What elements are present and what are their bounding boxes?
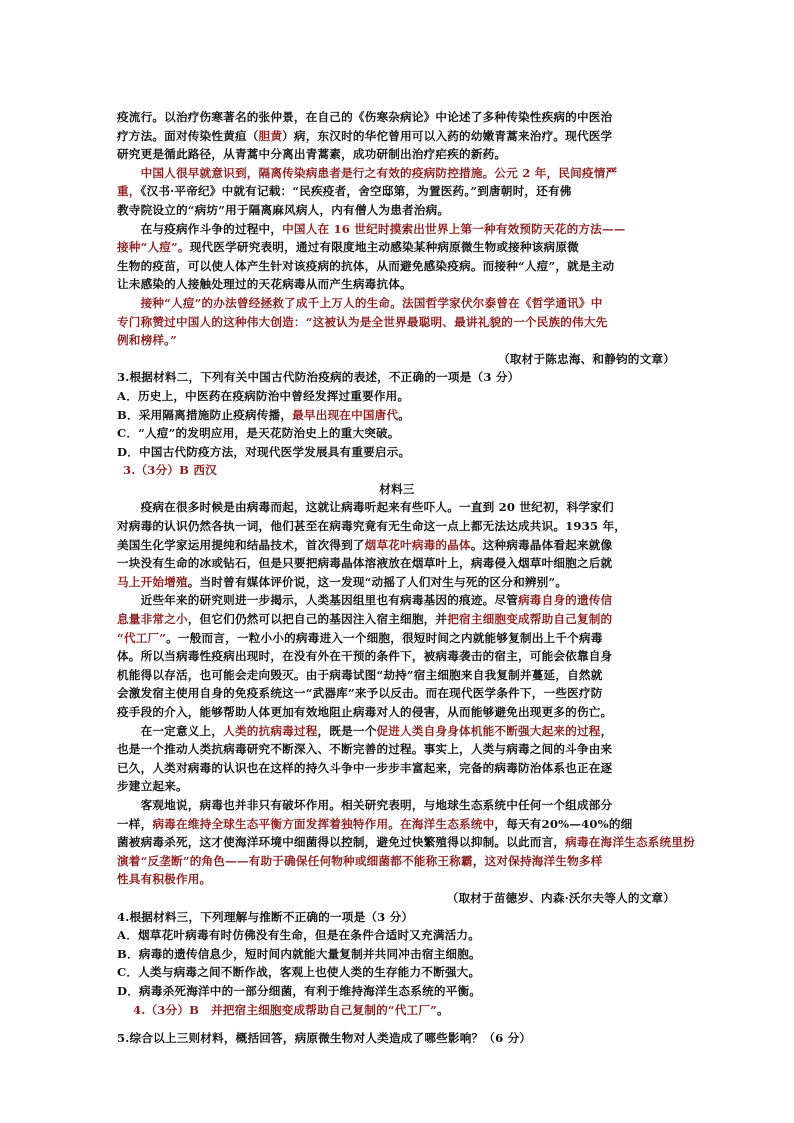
material3-text-segment: 美国生化学家运用提纯和结晶技术，首次得到了 bbox=[117, 537, 365, 552]
material3-line bbox=[117, 703, 677, 722]
question-3 bbox=[117, 368, 677, 480]
answer-4-highlight: 把宿主细胞变成帮助自己复制的“代工厂” bbox=[222, 1002, 437, 1017]
material3-text-segment: 性具有积极作用。 bbox=[117, 872, 212, 887]
material3-text-segment: 。当时曾有媒体评价说，这一发现“动摇了人们对生与死的区分和辨别”。 bbox=[187, 574, 568, 589]
material2-text-segment: 接种“人痘”。 bbox=[117, 240, 190, 255]
question-4-option-a: A．烟草花叶病毒有时仿佛没有生命，但是在条件合适时又充满活力。 bbox=[117, 928, 481, 943]
material3-line bbox=[117, 554, 677, 573]
material3-text-segment: 人类的抗病毒过程 bbox=[223, 723, 318, 738]
material3-line bbox=[117, 573, 677, 592]
material2-text-segment: 疫流行。以治疗伤寒著名的张仲景，在自己的《伤寒杂病论》中论述了多种传染性疾病的中医治 bbox=[117, 110, 613, 124]
material-three-source: （取材于苗德岁、内森·沃尔夫等人的文章） bbox=[446, 890, 675, 905]
material2-line bbox=[117, 238, 677, 257]
material2-text-segment: 在与疫病作斗争的过程中， bbox=[117, 221, 283, 236]
question-3-option-a: A．历史上，中医药在疫病防治中曾经发挥过重要作用。 bbox=[117, 388, 410, 403]
material3-text-segment: ， bbox=[472, 853, 485, 868]
material2-line bbox=[117, 220, 677, 239]
question-4-answer bbox=[117, 1001, 677, 1020]
material2-text-segment: 教寺院设立的“病坊”用于隔离麻风病人，内有僧人为患者治病。 bbox=[117, 202, 450, 217]
material2-text-segment: 《汉书·平帝纪》中就有记载：“民疾疫者，舍空邸第，为置医药。”到唐朝时，还有佛 bbox=[140, 184, 572, 199]
question-3-answer: 3.（3分）B 西汉 bbox=[123, 463, 217, 478]
material3-text-segment: ，每天有20%—40%的细 bbox=[494, 816, 633, 831]
material2-line bbox=[117, 313, 677, 332]
material3-text-segment: 这对保持海洋生物多样 bbox=[484, 853, 603, 868]
material2-line bbox=[117, 127, 677, 146]
material2-text-segment: 现代医学研究表明，通过有限度地主动感染某种病原微生物或接种该病原微 bbox=[189, 240, 579, 255]
option-b-part1: B．采用隔离措施防止疫病传播， bbox=[117, 407, 293, 422]
material2-line bbox=[117, 275, 677, 294]
material3-text-segment: 一样， bbox=[117, 816, 153, 831]
question-5: 5.综合以上三则材料，概括回答，病原微生物对人类造成了哪些影响？（6 分） bbox=[117, 1031, 532, 1046]
material-three-body bbox=[117, 498, 695, 888]
material3-text-segment: 马上开始增殖 bbox=[117, 574, 188, 589]
material3-line bbox=[117, 852, 677, 871]
material3-line bbox=[117, 591, 677, 610]
material2-text-segment: 专门称赞过中国人的这种伟大创造：“这被认为是全世界最聪明、最讲礼貌的一个民族的伟大先 bbox=[117, 314, 608, 329]
material3-line bbox=[117, 833, 695, 852]
material3-text-segment: ， bbox=[600, 723, 613, 738]
material3-line bbox=[117, 666, 677, 685]
material3-line bbox=[117, 740, 677, 759]
material3-line bbox=[117, 777, 677, 796]
material3-line bbox=[117, 629, 677, 648]
material3-text-segment: 对病毒的认识仍然各执一词，他们甚至在病毒究竟有无生命这一点上都无法达成共识。1935 年， bbox=[117, 519, 627, 534]
material2-line bbox=[117, 331, 677, 350]
material3-text-segment: 促进人类自身身体机能不断强大起来的过程 bbox=[376, 723, 601, 738]
material3-text-segment: ，既是一个 bbox=[317, 723, 377, 738]
material3-line bbox=[117, 684, 677, 703]
material2-text-segment: 疗方法。面对传染性黄疸（ bbox=[117, 128, 259, 143]
material3-text-segment: 会激发宿主使用自身的免疫系统这一“武器库”来予以反击。而在现代医学条件下，一些医疗防 bbox=[117, 686, 603, 701]
answer-4-suffix: 。 bbox=[436, 1002, 449, 1017]
material3-text-segment: 步建立起来。 bbox=[117, 779, 188, 794]
question-3-option-b bbox=[117, 406, 677, 425]
material3-text-segment: 近些年来的研究则进一步揭示，人类基因组里也有病毒基因的痕迹。尽管 bbox=[117, 593, 518, 608]
material3-text-segment: 客观地说，病毒也并非只有破坏作用。相关研究表明，与地球生态系统中任何一个组成部分 bbox=[117, 797, 613, 812]
material3-text-segment: ，但它们仍然可以把自己的基因注入宿主细胞，并 bbox=[187, 612, 448, 627]
material3-line bbox=[117, 517, 677, 536]
option-b-part2: 。 bbox=[398, 407, 411, 422]
material-two-source: （取材于陈忠海、和静钧的文章） bbox=[498, 351, 675, 366]
material2-text-segment: 让未感染的人接触处理过的天花病毒从而产生病毒抗体。 bbox=[117, 277, 412, 292]
material3-line bbox=[117, 796, 677, 815]
material3-line bbox=[117, 870, 677, 889]
material2-text-segment: 例和榜样。” bbox=[117, 333, 178, 348]
material3-text-segment: “代工厂” bbox=[117, 630, 167, 645]
material2-line bbox=[117, 257, 677, 276]
material2-line bbox=[117, 108, 677, 127]
material2-text-segment: ）病，东汉时的华佗曾用可以入药的幼嫩青蒿来治疗。现代医学 bbox=[282, 128, 613, 143]
material-two-body bbox=[117, 108, 677, 350]
material3-text-segment: 演着“反垄断”的角色——有助于确保任何物种或细菌都不能称王称霸 bbox=[117, 853, 473, 868]
material2-text-segment: 重， bbox=[117, 184, 141, 199]
material3-text-segment: 息量非常之小 bbox=[117, 612, 188, 627]
material2-text-segment: 中国人在 16 世纪时摸索出世界上第一种有效预防天花的方法—— bbox=[282, 221, 626, 236]
question-3-option-c: C．“人痘”的发明应用，是天花防治史上的重大突破。 bbox=[117, 426, 400, 441]
material3-text-segment: 机能得以存活，也可能会走向毁灭。由于病毒试图“劫持”宿主细胞来自我复制并蔓延，自然就 bbox=[117, 667, 603, 682]
material-three-heading: 材料三 bbox=[379, 481, 415, 496]
question-4-option-d: D．病毒杀死海洋中的一部分细菌，有利于维持海洋生态系统的平衡。 bbox=[117, 983, 482, 998]
material3-text-segment: 把宿主细胞变成帮助自己复制的 bbox=[447, 612, 613, 627]
material3-line bbox=[117, 610, 677, 629]
material2-line bbox=[117, 182, 677, 201]
material3-text-segment: 。一般而言，一粒小小的病毒进入一个细胞，很短时间之内就能够复制出上千个病毒 bbox=[166, 630, 603, 645]
material3-text-segment: 烟草花叶病毒的晶体 bbox=[364, 537, 471, 552]
material3-line bbox=[117, 759, 677, 778]
material2-text-segment: 中国人很早就意识到，隔离传染病患者是行之有效的疫病防控措施。公元 2 年，民间疫情严 bbox=[117, 165, 618, 180]
question-4-stem: 4.根据材料三，下列理解与推断不正确的一项是（3 分） bbox=[117, 909, 414, 924]
material3-line bbox=[117, 498, 677, 517]
question-3-option-d: D．中国古代防疫方法，对现代医学发展具有重要启示。 bbox=[117, 444, 411, 459]
material2-line bbox=[117, 294, 677, 313]
material2-line bbox=[117, 201, 677, 220]
material3-line bbox=[117, 815, 677, 834]
document-page bbox=[117, 108, 695, 1048]
question-4-option-b: B．病毒的遗传信息少，短时间内就能大量复制并共同冲击宿主细胞。 bbox=[117, 946, 481, 961]
material3-text-segment: 病毒在维持全球生态平衡方面发挥着独特作用。在海洋生态系统中 bbox=[152, 816, 495, 831]
material2-line bbox=[117, 145, 677, 164]
option-b-highlight: 最早出现在中国唐代 bbox=[292, 407, 399, 422]
question-4 bbox=[117, 908, 677, 1020]
material2-text-segment: 胆黄 bbox=[258, 128, 283, 143]
material2-line bbox=[117, 164, 677, 183]
material3-text-segment: 菌被病毒杀死，这才使海洋环境中细菌得以控制，避免过快繁殖得以抑制。以此而言， bbox=[117, 835, 566, 850]
material3-text-segment: 已久，人类对病毒的认识也在这样的持久斗争中一步步丰富起来，完备的病毒防治体系也正在逐 bbox=[117, 760, 613, 775]
question-3-stem: 3.根据材料二，下列有关中国古代防治疫病的表述，不正确的一项是（3 分） bbox=[117, 370, 520, 385]
material3-text-segment: 疫病在很多时候是由病毒而起，这就让病毒听起来有些吓人。一直到 20 世纪初，科学家们 bbox=[117, 500, 614, 515]
answer-4-prefix: 4.（3分）B 并 bbox=[133, 1002, 223, 1017]
material3-line bbox=[117, 536, 677, 555]
question-4-option-c: C．人类与病毒之间不断作战，客观上也使人类的生存能力不断强大。 bbox=[117, 965, 481, 980]
material3-text-segment: 病毒在海洋生态系统里扮 bbox=[565, 835, 695, 850]
material2-text-segment: 生物的疫苗，可以使人体产生针对该疫病的抗体，从而避免感染疫病。而接种“人痘”，就是主动 bbox=[117, 258, 615, 273]
material3-line bbox=[117, 722, 677, 741]
material2-text-segment: 研究更是循此路径，从青蒿中分离出青蒿素，成功研制出治疗疟疾的新药。 bbox=[117, 147, 507, 162]
material3-text-segment: 病毒自身的遗传信 bbox=[518, 593, 613, 608]
material3-line bbox=[117, 647, 677, 666]
material3-text-segment: 也是一个推动人类抗病毒研究不断深入、不断完善的过程。事实上，人类与病毒之间的斗争由来 bbox=[117, 742, 613, 757]
material3-text-segment: 疫手段的介入，能够帮助人体更加有效地阻止病毒对人的侵害，从而能够避免出现更多的伤亡。 bbox=[117, 705, 613, 719]
material3-text-segment: 在一定意义上， bbox=[117, 723, 224, 738]
material2-text-segment: 接种“人痘”的办法曾经拯救了成千上万人的生命。法国哲学家伏尔泰曾在《哲学通讯》中 bbox=[117, 295, 603, 310]
material3-text-segment: 。这种病毒晶体看起来就像 bbox=[470, 537, 613, 552]
material3-text-segment: 体。所以当病毒性疫病出现时，在没有外在干预的条件下，被病毒袭击的宿主，可能会依靠自身 bbox=[117, 649, 613, 664]
material3-text-segment: 一块没有生命的冰或钻石，但是只要把病毒晶体溶液放在烟草叶上，病毒侵入烟草叶细胞之后就 bbox=[117, 556, 613, 571]
